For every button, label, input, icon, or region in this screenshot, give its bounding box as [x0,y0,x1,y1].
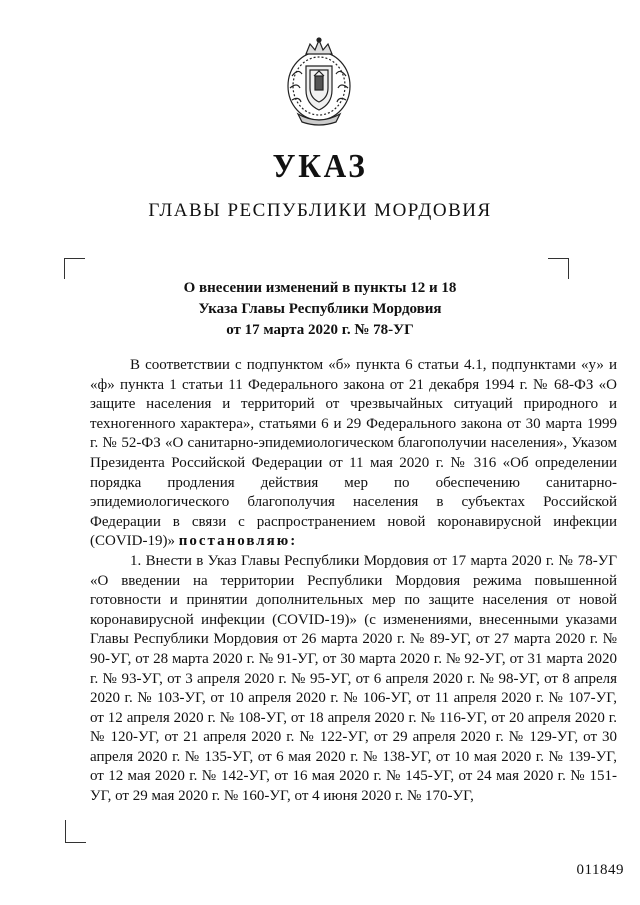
address-corner-top-right [548,258,569,279]
decree-body [90,356,617,807]
address-corner-top-left [64,258,85,279]
margin-corner-bottom-left [65,820,86,843]
document-serial-number: 011849 [576,862,624,878]
heading-line-1: О внесении изменений в пункты 12 и 18 [183,280,457,296]
preamble-paragraph [90,356,617,552]
preamble-text: В соответствии с подпунктом «б» пункта 6 статьи 4.1, подпунктами «у» и «ф» пункта 1 статьи 11 Федерального закона от 21 декабря 1994 г. № 68-ФЗ «О защите населения и территорий от чрезвычайных ситуаций природного и техногенного характера», статьями 6 и 29 Федерального закона от 30 марта 1999 г. № 52-ФЗ «О санитарно-эпидемиологическом благополучии населения», Указом Президента Российской Федерации от 11 мая 2020 г. № 316 «Об определении порядка продления действия мер по обеспечению санитарно-эпидемиологического благополучия населения в субъектах Российской Федерации в связи с распространением новой коронавирусной инфекции (COVID-19)» [90,357,617,550]
clause-1-paragraph: 1. Внести в Указ Главы Республики Мордовия от 17 марта 2020 г. № 78-УГ «О введении на территории Республики Мордовия режима повышенной готовности и принятии дополнительных мер по защите населения от новой коронавирусной инфекции (COVID-19)» (с изменениями, внесенными указами Главы Республики Мордовия от 26 марта 2020 г. № 89-УГ, от 27 марта 2020 г. № 90-УГ, от 28 марта 2020 г. № 91-УГ, от 30 марта 2020 г. № 92-УГ, от 31 марта 2020 г. № 93-УГ, от 3 апреля 2020 г. № 95-УГ, от 6 апреля 2020 г. № 98-УГ, от 8 апреля 2020 г. № 103-УГ, от 10 апреля 2020 г. № 106-УГ, от 11 апреля 2020 г. № 107-УГ, от 12 апреля 2020 г. № 108-УГ, от 18 апреля 2020 г. № 116-УГ, от 20 апреля 2020 г. № 120-УГ, от 21 апреля 2020 г. № 122-УГ, от 29 апреля 2020 г. № 129-УГ, от 30 апреля 2020 г. № 135-УГ, от 6 мая 2020 г. № 138-УГ, от 10 мая 2020 г. № 139-УГ, от 12 мая 2020 г. № 142-УГ, от 16 мая 2020 г. № 145-УГ, от 24 мая 2020 г. № 151-УГ, от 29 мая 2020 г. № 160-УГ, от 4 июня 2020 г. № 170-УГ, [90,552,617,805]
heading-line-2: Указа Главы Республики Мордовия [198,301,442,317]
document-title: УКАЗ [272,148,368,185]
decree-operative-word: постановляю: [178,533,298,550]
heading-line-3: от 17 марта 2020 г. № 78-УГ [226,322,414,338]
document-subtitle: ГЛАВЫ РЕСПУБЛИКИ МОРДОВИЯ [148,200,492,221]
decree-heading [0,278,640,341]
coat-of-arms-icon [284,36,354,128]
